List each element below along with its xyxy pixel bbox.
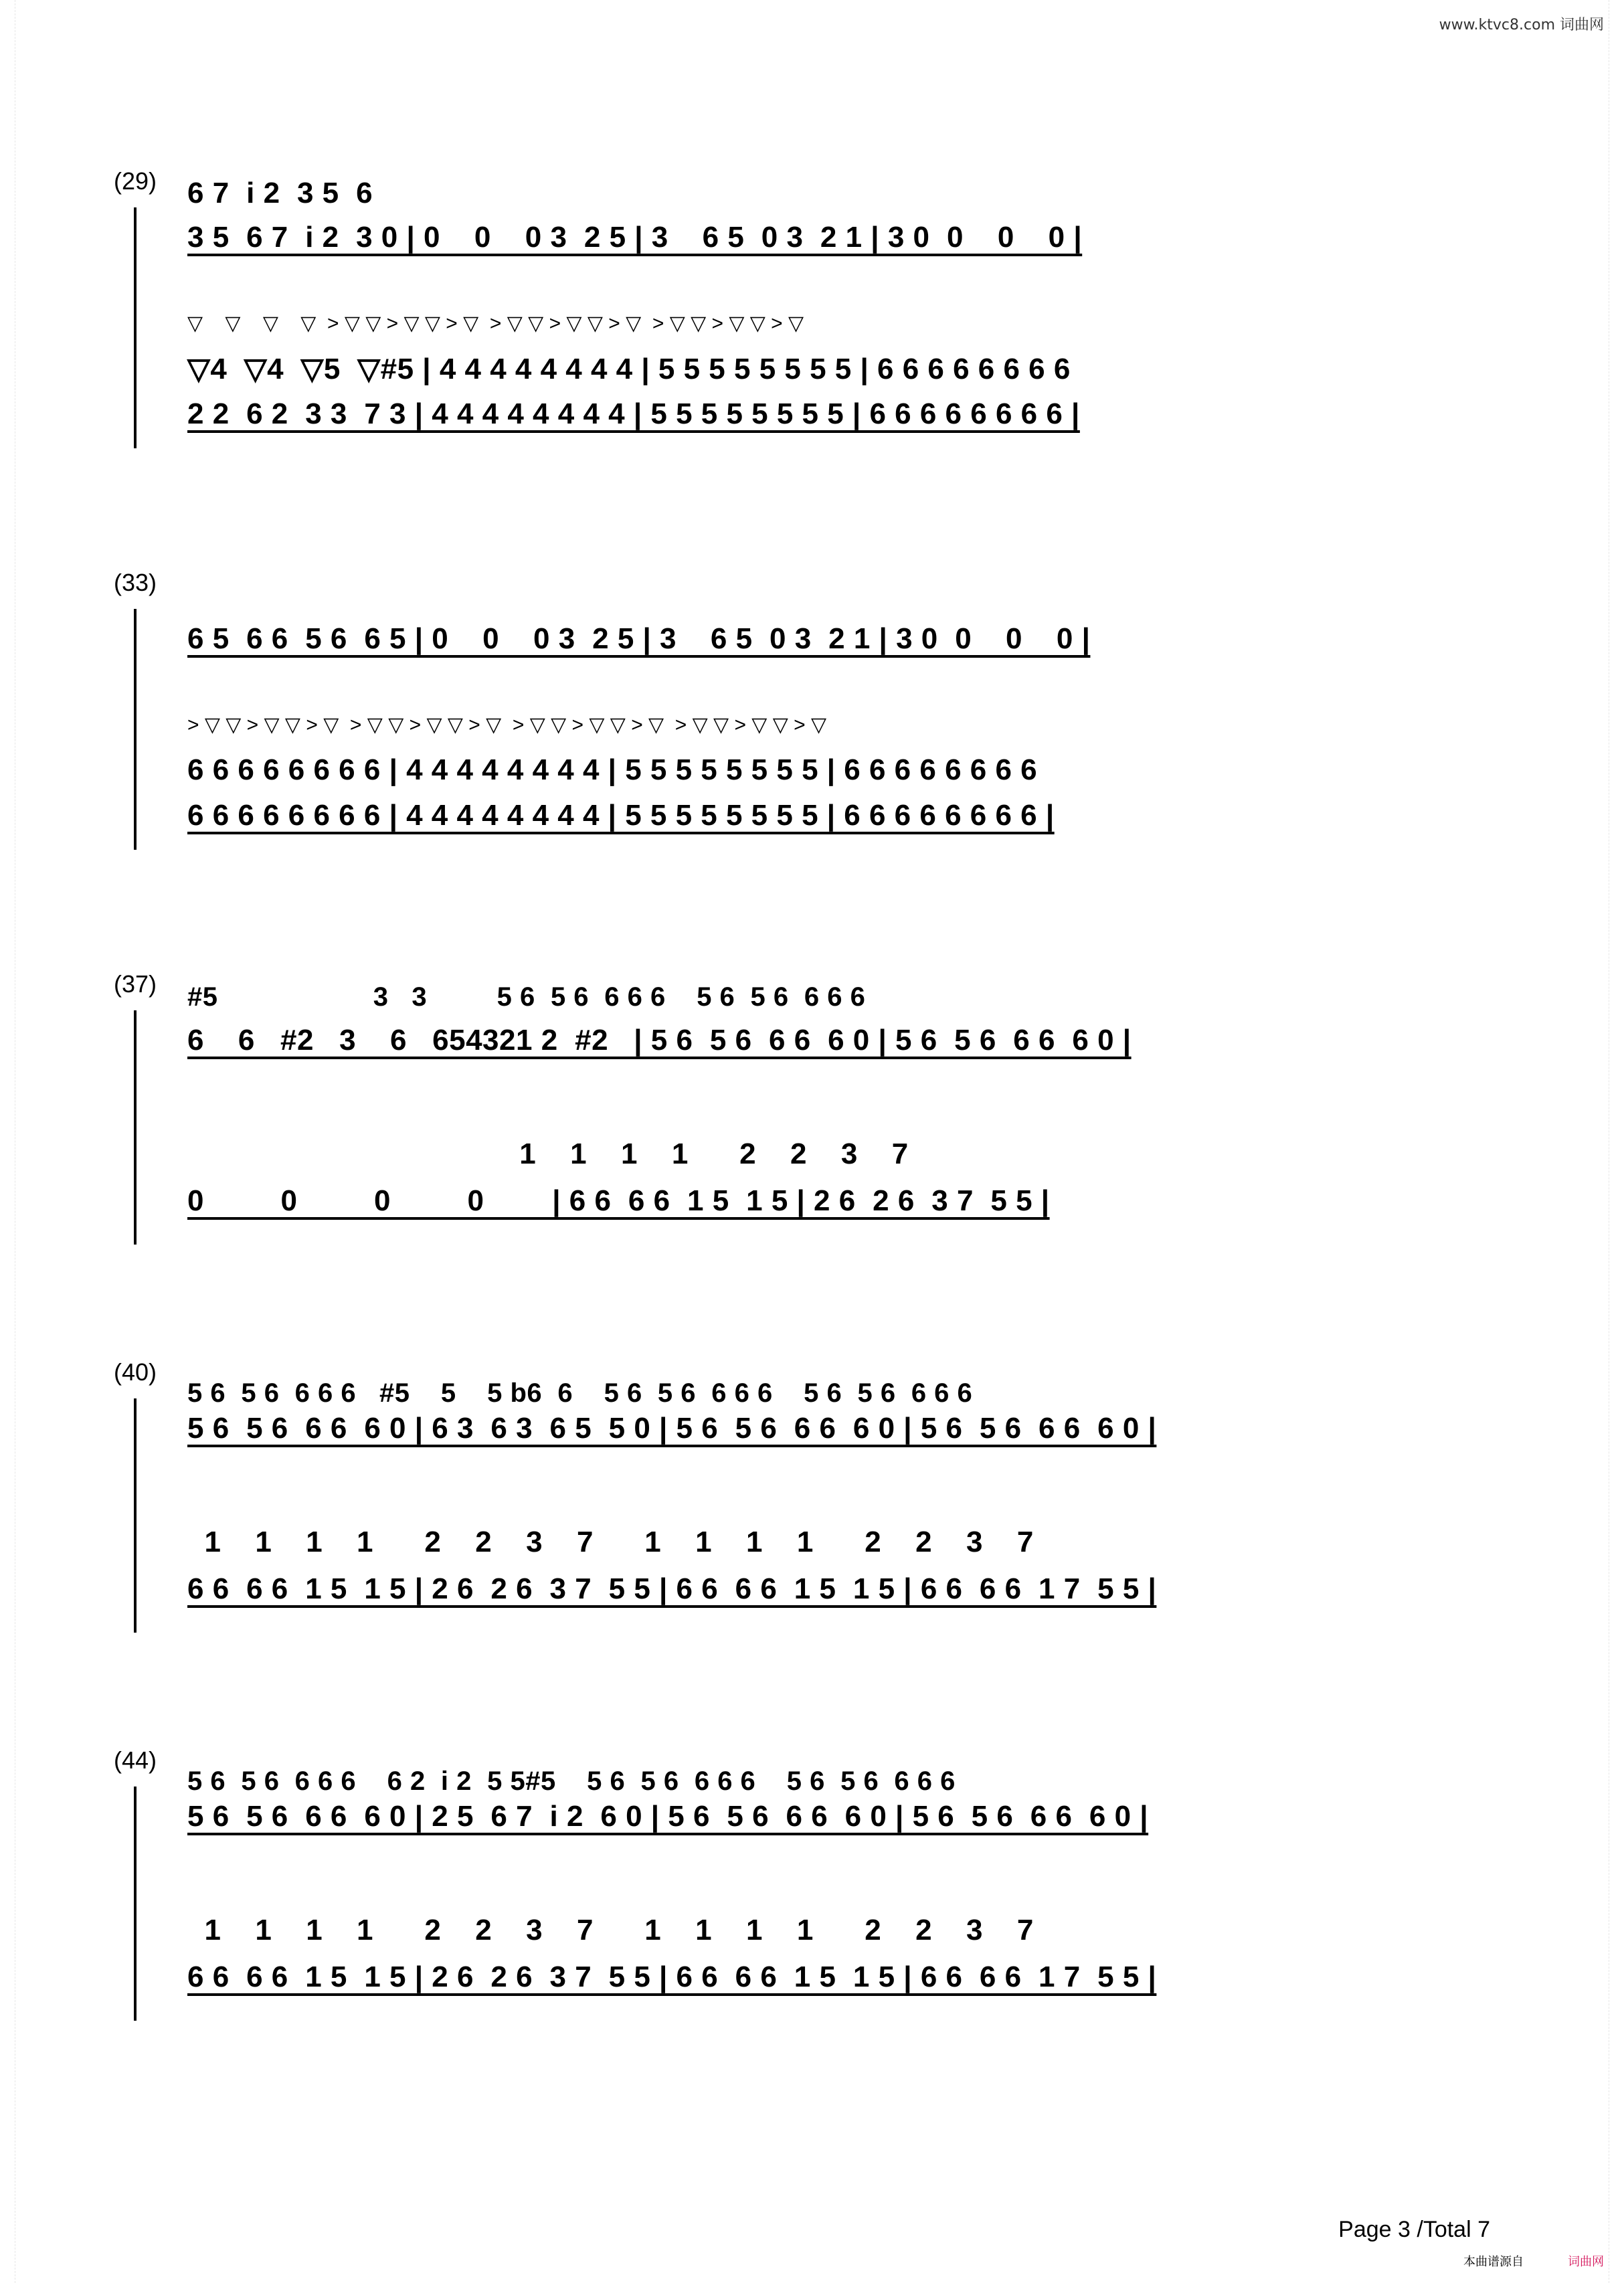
lower-top-notes: 1 1 1 1 2 2 3 7 bbox=[187, 1137, 909, 1170]
upper-top-notes: 5 6 5 6 6 6 6 6 2 i 2 5 5#5 5 6 5 6 6 6 6 5 6 5 6 6 6 6 bbox=[187, 1766, 956, 1796]
left-margin-strip bbox=[3, 0, 15, 2283]
lower-staff-notes: 2 2 6 2 3 3 7 3 | 4 4 4 4 4 4 4 4 | 5 5 5 5 5 5 5 5 | 6 6 6 6 6 6 6 6 | bbox=[187, 397, 1080, 430]
lower-staff-notes: 0 0 0 0 | 6 6 6 6 1 5 1 5 | 2 6 2 6 3 7 5 5 | bbox=[187, 1184, 1050, 1217]
lower-staff-notes: 6 6 6 6 1 5 1 5 | 2 6 2 6 3 7 5 5 | 6 6 6 6 1 5 1 5 | 6 6 6 6 1 7 5 5 | bbox=[187, 1572, 1157, 1605]
upper-staff-notes: 6 6 #2 3 6 654321 2 #2 | 5 6 5 6 6 6 6 0 | 5 6 5 6 6 6 6 0 | bbox=[187, 1024, 1132, 1057]
system-brace bbox=[134, 609, 143, 850]
source-brand: 词曲网 bbox=[1568, 2255, 1604, 2269]
upper-top-notes: 6 7 i 2 3 5 6 bbox=[187, 177, 373, 209]
upper-staff-notes: 5 6 5 6 6 6 6 0 | 2 5 6 7 i 2 6 0 | 5 6 5 6 6 6 6 0 | 5 6 5 6 6 6 6 0 | bbox=[187, 1800, 1149, 1833]
lower-top-notes: 6 6 6 6 6 6 6 6 | 4 4 4 4 4 4 4 4 | 5 5 5 5 5 5 5 5 | 6 6 6 6 6 6 6 6 bbox=[187, 753, 1038, 786]
source-label: 本曲谱源自 bbox=[1463, 2255, 1524, 2269]
measure-number: (29) bbox=[114, 167, 157, 195]
lower-top-notes: ▽4 ▽4 ▽5 ▽#5 | 4 4 4 4 4 4 4 4 | 5 5 5 5 5 5 5 5 | 6 6 6 6 6 6 6 6 bbox=[187, 353, 1071, 385]
accent-marks: ▽ ▽ ▽ ▽ > ▽ ▽ > ▽ ▽ > ▽ > ▽ ▽ > ▽ ▽ > ▽ > ▽ ▽ > ▽ ▽ > ▽ bbox=[187, 312, 804, 335]
watermark: www.ktvc8.com 词曲网 bbox=[1439, 17, 1604, 33]
upper-staff-notes: 5 6 5 6 6 6 6 0 | 6 3 6 3 6 5 5 0 | 5 6 5 6 6 6 6 0 | 5 6 5 6 6 6 6 0 | bbox=[187, 1412, 1157, 1445]
system-brace bbox=[134, 207, 143, 448]
measure-number: (33) bbox=[114, 569, 157, 596]
measure-number: (40) bbox=[114, 1358, 157, 1386]
lower-staff-notes: 6 6 6 6 1 5 1 5 | 2 6 2 6 3 7 5 5 | 6 6 6 6 1 5 1 5 | 6 6 6 6 1 7 5 5 | bbox=[187, 1960, 1157, 1993]
upper-top-notes: 5 6 5 6 6 6 6 #5 5 5 b6 6 5 6 5 6 6 6 6 5 6 5 6 6 6 6 bbox=[187, 1378, 973, 1408]
measure-number: (37) bbox=[114, 970, 157, 998]
upper-top-notes: #5 3 3 5 6 5 6 6 6 6 5 6 5 6 6 6 6 bbox=[187, 982, 866, 1012]
system-brace bbox=[134, 1010, 143, 1245]
upper-staff-notes: 6 5 6 6 5 6 6 5 | 0 0 0 3 2 5 | 3 6 5 0 3 2 1 | 3 0 0 0 0 | bbox=[187, 622, 1091, 655]
system-40 bbox=[114, 1358, 1506, 1639]
system-29 bbox=[114, 167, 1506, 455]
page-counter: Page 3 /Total 7 bbox=[1338, 2217, 1490, 2242]
measure-number: (44) bbox=[114, 1746, 157, 1774]
lower-staff-notes: 6 6 6 6 6 6 6 6 | 4 4 4 4 4 4 4 4 | 5 5 5 5 5 5 5 5 | 6 6 6 6 6 6 6 6 | bbox=[187, 799, 1055, 832]
system-brace bbox=[134, 1398, 143, 1633]
accent-marks: > ▽ ▽ > ▽ ▽ > ▽ > ▽ ▽ > ▽ ▽ > ▽ > ▽ ▽ > ▽ ▽ > ▽ > ▽ ▽ > ▽ ▽ > ▽ bbox=[187, 714, 827, 736]
system-44 bbox=[114, 1746, 1506, 2027]
lower-top-notes: 1 1 1 1 2 2 3 7 1 1 1 1 2 2 3 7 bbox=[187, 1914, 1034, 1946]
system-33 bbox=[114, 569, 1506, 856]
system-37 bbox=[114, 970, 1506, 1251]
system-brace bbox=[134, 1787, 143, 2021]
upper-staff-notes: 3 5 6 7 i 2 3 0 | 0 0 0 3 2 5 | 3 6 5 0 3 2 1 | 3 0 0 0 0 | bbox=[187, 221, 1083, 254]
right-margin-strip bbox=[1609, 0, 1621, 2283]
lower-top-notes: 1 1 1 1 2 2 3 7 1 1 1 1 2 2 3 7 bbox=[187, 1526, 1034, 1558]
